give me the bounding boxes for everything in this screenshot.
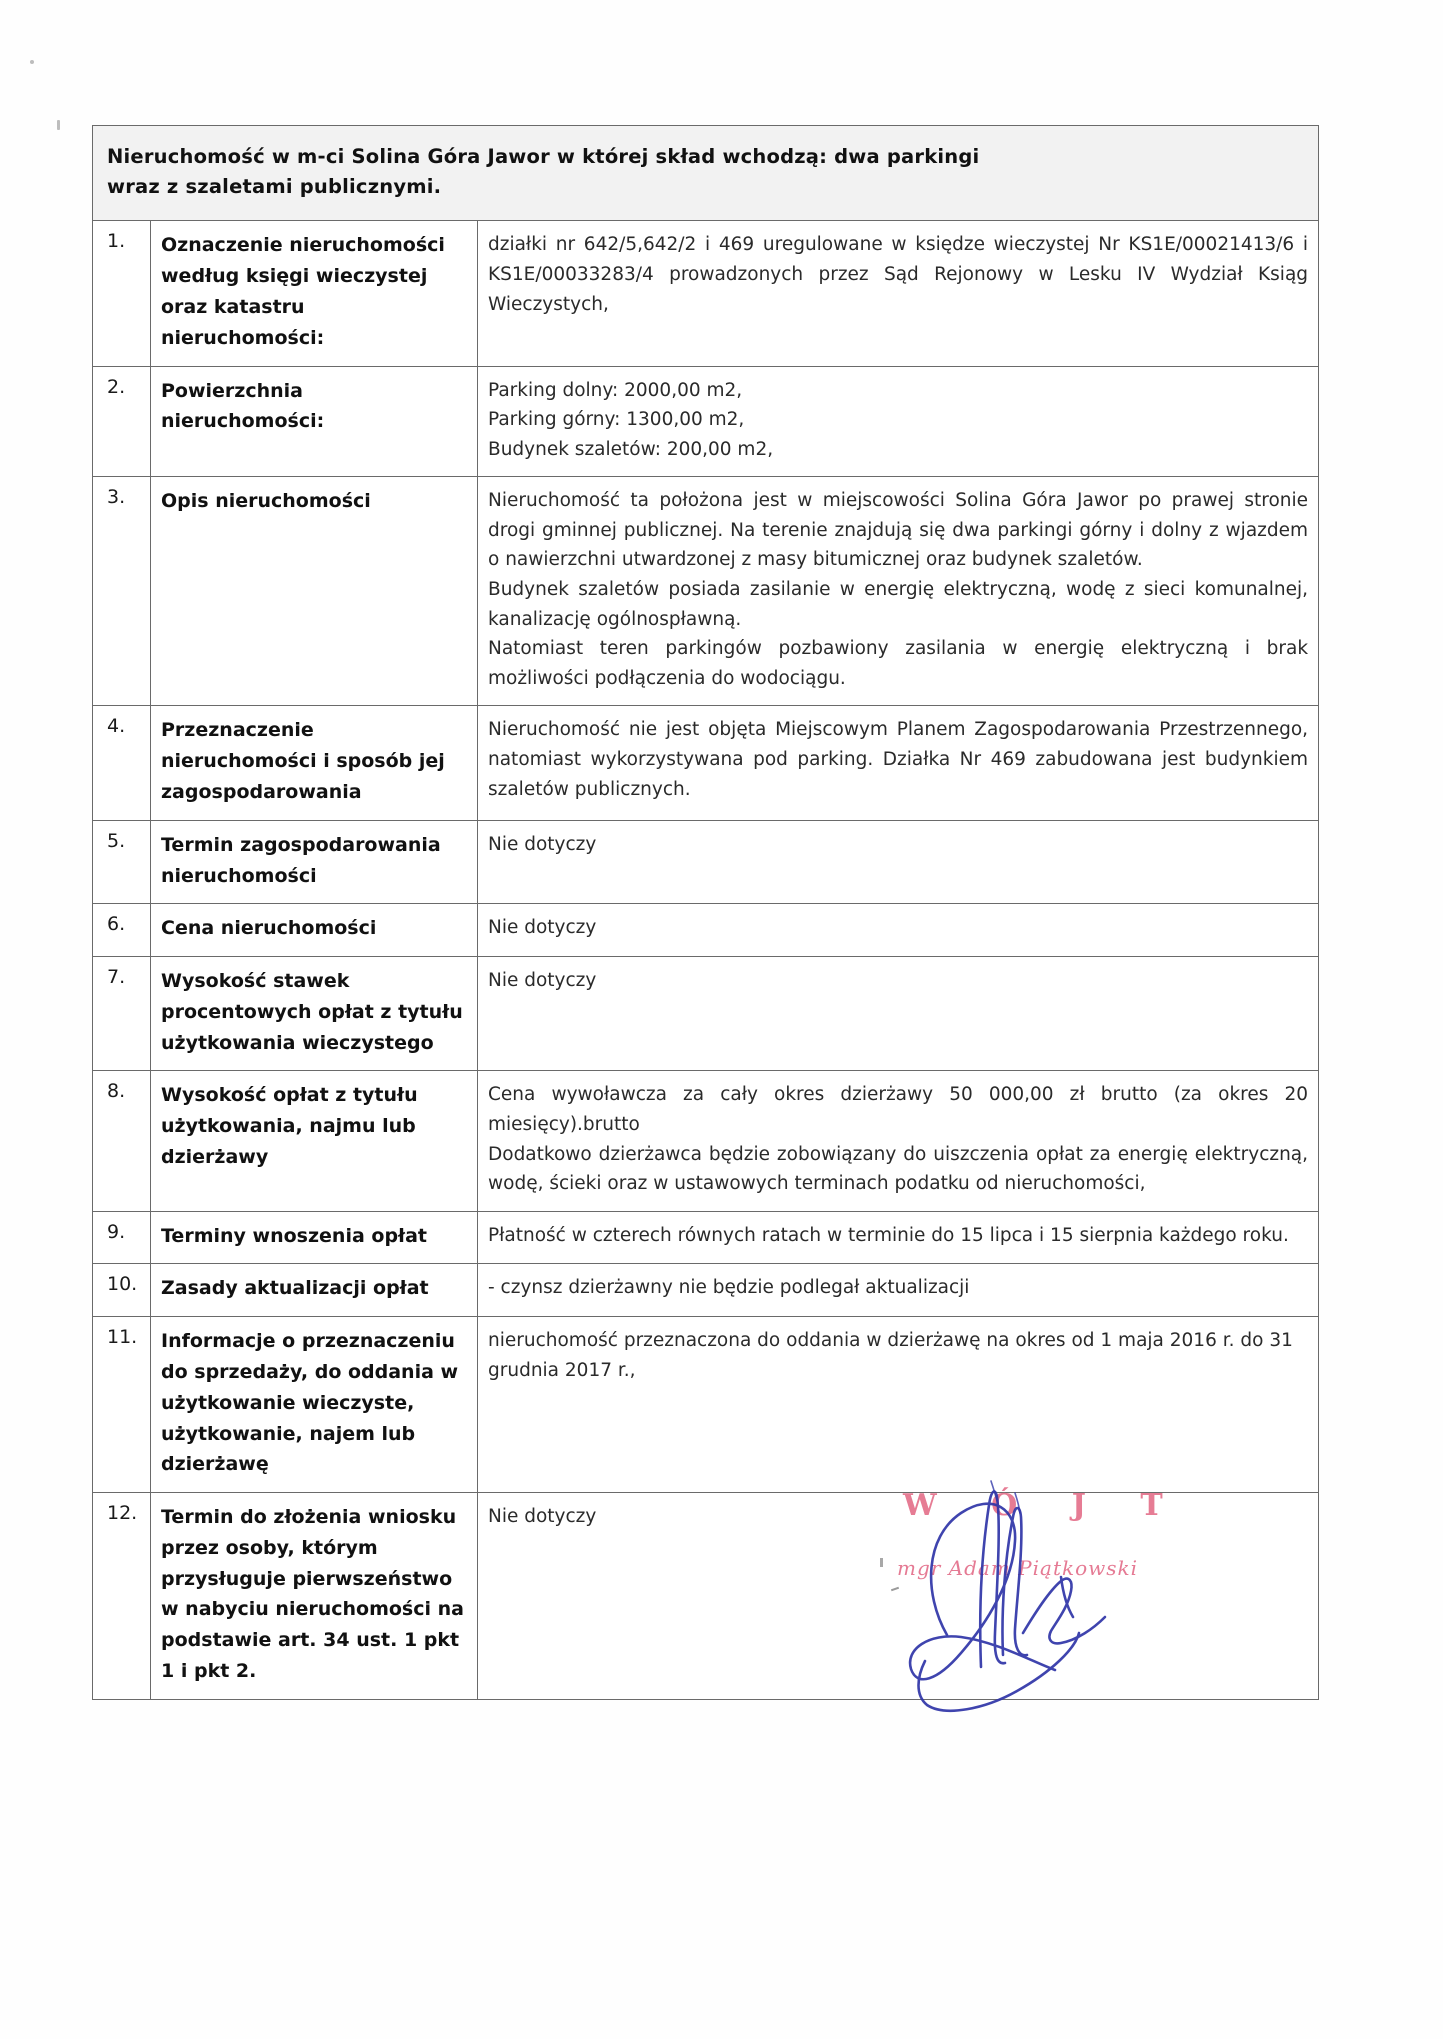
- row-number: 11.: [93, 1317, 151, 1493]
- row-value: [478, 1071, 1319, 1211]
- row-label: Zasady aktualizacji opłat: [151, 1264, 478, 1317]
- value-line: Budynek szaletów: 200,00 m2,: [488, 438, 774, 460]
- row-value: [478, 706, 1319, 820]
- value-line: Cena wywoławcza za cały okres dzierżawy 50 000,00 zł brutto (za okres 20 miesięcy).brutto: [488, 1084, 1309, 1135]
- scan-speck: [57, 120, 60, 130]
- row-number: 6.: [93, 904, 151, 957]
- scan-artifact: [880, 1558, 883, 1567]
- table-row: [93, 1211, 1319, 1264]
- row-label: Wysokość opłat z tytułu użytkowania, najmu lub dzierżawy: [151, 1071, 478, 1211]
- value-line: Dodatkowo dzierżawca będzie zobowiązany do uiszczenia opłat za energię elektryczną, wodę, ścieki oraz w ustawowych terminach podatku od nieruchomości,: [488, 1143, 1309, 1195]
- official-stamp: [855, 1470, 1255, 1650]
- property-details-table: [92, 125, 1319, 1700]
- row-label: Terminy wnoszenia opłat: [151, 1211, 478, 1264]
- row-value: [478, 1211, 1319, 1264]
- property-details-table-wrapper: [92, 125, 1318, 1700]
- table-header-row: [93, 126, 1319, 221]
- row-label: Termin do złożenia wniosku przez osoby, którym przysługuje pierwszeństwo w nabyciu nieruchomości na podstawie art. 34 ust. 1 pkt 1 i pkt 2.: [151, 1493, 478, 1700]
- row-value: [478, 820, 1319, 904]
- row-number: 1.: [93, 221, 151, 366]
- stamp-title: W Ó J T: [903, 1488, 1185, 1523]
- table-row: [93, 366, 1319, 477]
- scan-speck: [30, 60, 34, 64]
- table-row: [93, 477, 1319, 706]
- value-line: Nie dotyczy: [488, 917, 597, 939]
- value-line: Parking dolny: 2000,00 m2,: [488, 379, 743, 401]
- value-line: Płatność w czterech równych ratach w terminie do 15 lipca i 15 sierpnia każdego roku.: [488, 1224, 1289, 1246]
- row-value: [478, 477, 1319, 706]
- table-row: [93, 957, 1319, 1071]
- row-label: Cena nieruchomości: [151, 904, 478, 957]
- table-row: [93, 221, 1319, 366]
- row-number: 12.: [93, 1493, 151, 1700]
- value-line: Nieruchomość nie jest objęta Miejscowym Planem Zagospodarowania Przestrzennego, natomiast wykorzystywana pod parking. Działka Nr 469 zabudowana jest budynkiem szaletów publicznych.: [488, 719, 1309, 800]
- row-label: Opis nieruchomości: [151, 477, 478, 706]
- table-row: [93, 1264, 1319, 1317]
- stamp-name: mgr Adam Piątkowski: [897, 1556, 1139, 1580]
- row-number: 8.: [93, 1071, 151, 1211]
- header-text: [107, 142, 1304, 202]
- value-line: nieruchomość przeznaczona do oddania w dzierżawę na okres od 1 maja 2016 r. do 31 grudnia 2017 r.,: [488, 1330, 1293, 1381]
- row-value: [478, 904, 1319, 957]
- row-number: 2.: [93, 366, 151, 477]
- value-line: - czynsz dzierżawny nie będzie podlegał aktualizacji: [488, 1277, 970, 1299]
- row-number: 10.: [93, 1264, 151, 1317]
- value-line: Nie dotyczy: [488, 833, 597, 855]
- row-value: [478, 366, 1319, 477]
- header-line-2: wraz z szaletami publicznymi.: [107, 175, 442, 199]
- value-line: Budynek szaletów posiada zasilanie w energię elektryczną, wodę z sieci komunalnej, kanalizację ogólnospławną.: [488, 579, 1309, 630]
- table-row: [93, 1071, 1319, 1211]
- value-line: Natomiast teren parkingów pozbawiony zasilania w energię elektryczną i brak możliwości podłączenia do wodociągu.: [488, 638, 1309, 689]
- row-value: [478, 1264, 1319, 1317]
- value-line: Nieruchomość ta położona jest w miejscowości Solina Góra Jawor po prawej stronie drogi gminnej publicznej. Na terenie znajdują się dwa parkingi górny i dolny z wjazdem o nawierzchni utwardzonej z masy bitumicznej oraz budynek szaletów.: [488, 490, 1309, 571]
- row-number: 4.: [93, 706, 151, 820]
- row-label: Oznaczenie nieruchomości według księgi wieczystej oraz katastru nieruchomości:: [151, 221, 478, 366]
- signature-zone: [855, 1470, 1275, 1740]
- table-row: [93, 706, 1319, 820]
- value-line: Nie dotyczy: [488, 970, 597, 992]
- row-number: 5.: [93, 820, 151, 904]
- row-value: [478, 957, 1319, 1071]
- header-line-1: Nieruchomość w m-ci Solina Góra Jawor w której skład wchodzą: dwa parkingi: [107, 145, 980, 168]
- table-row: [93, 1317, 1319, 1493]
- value-line: Nie dotyczy: [488, 1506, 597, 1528]
- table-row: [93, 820, 1319, 904]
- row-label: Wysokość stawek procentowych opłat z tytułu użytkowania wieczystego: [151, 957, 478, 1071]
- header-cell: [93, 126, 1319, 221]
- row-number: 9.: [93, 1211, 151, 1264]
- row-label: Powierzchnia nieruchomości:: [151, 366, 478, 477]
- row-label: Termin zagospodarowania nieruchomości: [151, 820, 478, 904]
- row-number: 7.: [93, 957, 151, 1071]
- row-value: [478, 1317, 1319, 1493]
- row-number: 3.: [93, 477, 151, 706]
- value-line: działki nr 642/5,642/2 i 469 uregulowane w księdze wieczystej Nr KS1E/00021413/6 i KS1E/00033283/4 prowadzonych przez Sąd Rejonowy w Lesku IV Wydział Ksiąg Wieczystych,: [488, 234, 1309, 315]
- row-label: Informacje o przeznaczeniu do sprzedaży, do oddania w użytkowanie wieczyste, użytkowanie, najem lub dzierżawę: [151, 1317, 478, 1493]
- row-label: Przeznaczenie nieruchomości i sposób jej zagospodarowania: [151, 706, 478, 820]
- table-row: [93, 904, 1319, 957]
- row-value: [478, 221, 1319, 366]
- value-line: Parking górny: 1300,00 m2,: [488, 409, 745, 431]
